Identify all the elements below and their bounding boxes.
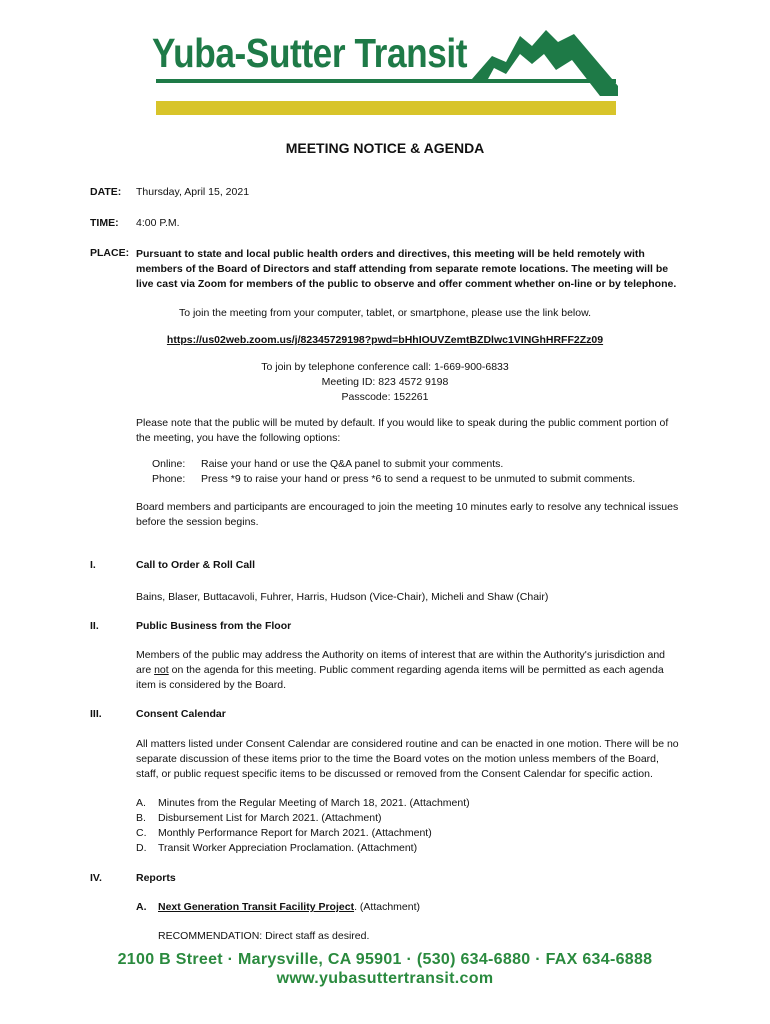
join-phone: To join by telephone conference call: 1-669-900-6833 xyxy=(261,361,509,373)
logo-text: Yuba-Sutter Transit xyxy=(152,30,468,76)
logo-mountain-icon xyxy=(472,30,618,100)
footer-address: 2100 B Street · Marysville, CA 95901 · (530) 634-6880 · FAX 634-6888 xyxy=(117,951,653,968)
time-value: 4:00 P.M. xyxy=(136,217,180,229)
option-online-label: Online: xyxy=(152,458,186,470)
option-phone-text: Press *9 to raise your hand or press *6 to send a request to be unmuted to submit comments. xyxy=(201,473,636,485)
section-2-body-post: on the agenda for this meeting. Public comment regarding agenda items will be permitted as each agenda item is considered by the Board. xyxy=(136,664,664,691)
section-3-title: Consent Calendar xyxy=(136,708,226,720)
recommendation: RECOMMENDATION: Direct staff as desired. xyxy=(158,930,370,942)
consent-item-d-key: D. xyxy=(136,842,147,854)
place-value: Pursuant to state and local public health orders and directives, this meeting will be held remotely with members of the Board of Directors and staff attending from separate remote locations. The meeting will be live cast via Zoom for members of the public to observe and offer comment whether on-line or by telephone. xyxy=(136,248,677,290)
section-3-number: III. xyxy=(90,708,102,720)
report-item-a-rest: . (Attachment) xyxy=(354,901,421,913)
section-4-number: IV. xyxy=(90,872,102,884)
consent-item-c: Monthly Performance Report for March 2021. (Attachment) xyxy=(158,827,432,839)
consent-item-d: Transit Worker Appreciation Proclamation. (Attachment) xyxy=(158,842,418,854)
section-4-title: Reports xyxy=(136,872,176,884)
time-label: TIME: xyxy=(90,217,119,229)
section-1-title: Call to Order & Roll Call xyxy=(136,559,256,571)
section-2-body xyxy=(136,648,681,693)
section-2-body-pre: Members of the public may address the Authority on items of interest that are within the Authority's jurisdiction and are xyxy=(136,649,666,676)
section-1-body: Bains, Blaser, Buttacavoli, Fuhrer, Harris, Hudson (Vice-Chair), Micheli and Shaw (Chair) xyxy=(136,591,549,603)
section-2-body-underlined: not xyxy=(154,664,169,676)
join-intro: To join the meeting from your computer, tablet, or smartphone, please use the link below. xyxy=(178,307,592,319)
page-title: MEETING NOTICE & AGENDA xyxy=(285,140,485,156)
footer-website[interactable]: www.yubasuttertransit.com xyxy=(276,970,494,987)
consent-item-c-key: C. xyxy=(136,827,147,839)
mute-note: Please note that the public will be muted by default. If you would like to speak during the public comment portion of the meeting, you have the following options: xyxy=(136,417,669,444)
passcode: Passcode: 152261 xyxy=(341,391,429,403)
consent-item-b: Disbursement List for March 2021. (Attachment) xyxy=(158,812,382,824)
report-item-a xyxy=(158,901,420,913)
logo-yellow-bar xyxy=(156,101,616,115)
date-label: DATE: xyxy=(90,186,122,198)
section-3-body: All matters listed under Consent Calendar are considered routine and can be enacted in one motion. There will be no separate discussion of these items prior to the time the Board votes on the motion unless members of the Board, staff, or public request specific items to be discussed or removed from the Consent Calendar for specific action. xyxy=(136,738,679,780)
option-online-text: Raise your hand or use the Q&A panel to submit your comments. xyxy=(201,458,504,470)
report-item-a-key: A. xyxy=(136,901,147,913)
logo-green-bar xyxy=(156,79,616,83)
consent-item-a: Minutes from the Regular Meeting of March 18, 2021. (Attachment) xyxy=(158,797,470,809)
zoom-link[interactable]: https://us02web.zoom.us/j/82345729198?pwd=bHhIOUVZemtBZDlwc1VINGhHRFF2Zz09 xyxy=(166,334,604,346)
report-item-a-title: Next Generation Transit Facility Project xyxy=(158,901,355,913)
place-label: PLACE: xyxy=(90,247,130,259)
consent-item-b-key: B. xyxy=(136,812,146,824)
section-2-title: Public Business from the Floor xyxy=(136,620,292,632)
date-value: Thursday, April 15, 2021 xyxy=(136,186,250,198)
early-note: Board members and participants are encouraged to join the meeting 10 minutes early to resolve any technical issues before the session begins. xyxy=(136,501,679,528)
meeting-id: Meeting ID: 823 4572 9198 xyxy=(321,376,449,388)
section-1-number: I. xyxy=(90,559,96,571)
section-2-number: II. xyxy=(90,620,99,632)
consent-item-a-key: A. xyxy=(136,797,146,809)
option-phone-label: Phone: xyxy=(152,473,186,485)
